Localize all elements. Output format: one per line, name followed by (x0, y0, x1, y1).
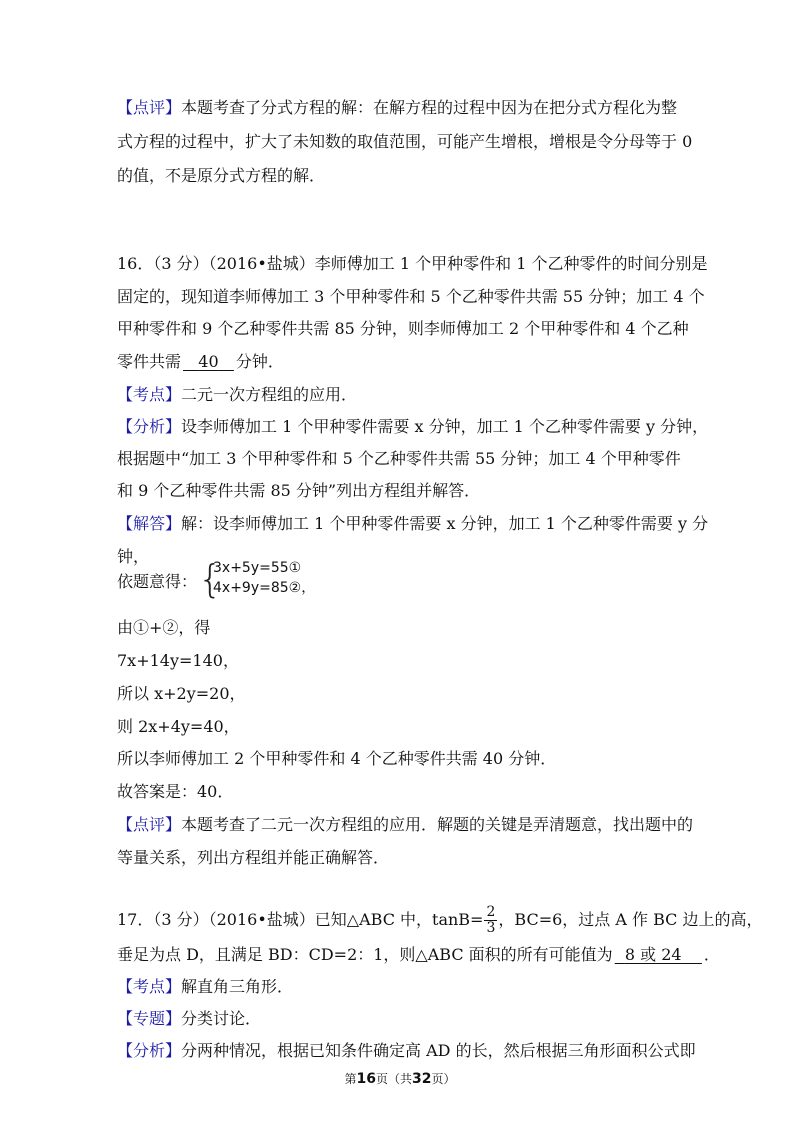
comment-text: 本题考查了分式方程的解：在解方程的过程中因为在把分式方程化为整 (181, 98, 678, 117)
q16-fenxi-2: 根据题中“加工 3 个甲种零件和 5 个乙种零件共需 55 分钟；加工 4 个甲种零件 (117, 449, 681, 468)
system-equations (213, 558, 315, 598)
total-pages: 32 (412, 1071, 432, 1087)
q16-answer (181, 352, 236, 371)
comment-line-3: 的值，不是原分式方程的解． (117, 166, 326, 185)
q17-line-1 (117, 905, 762, 936)
q16-jieda-1 (117, 513, 708, 535)
q16-jieda-2: 钟， (117, 547, 150, 566)
fenxi-tag: 【分析】 (117, 417, 182, 436)
q16-dianping-1 (117, 814, 693, 836)
jieda-text-1: 解：设李师傅加工 1 个甲种零件需要 x 分钟，加工 1 个乙种零件需要 y 分 (181, 514, 709, 533)
kaodian-tag-2: 【考点】 (117, 977, 182, 996)
system-label: 依题意得： (117, 572, 198, 591)
q17-answer-value: 8 或 24 (624, 945, 682, 964)
dianping-tag-2: 【点评】 (117, 815, 182, 834)
q16-line-4 (117, 351, 284, 373)
q17-line-2-pre: 垂足为点 D，且满足 BD：CD=2：1，则△ABC 面积的所有可能值为 (117, 945, 613, 964)
q17-zhuanti (117, 1008, 261, 1030)
kaodian-text: 二元一次方程组的应用． (181, 385, 358, 404)
q17-line-2-post: ． (703, 945, 720, 964)
q16-fenxi-3: 和 9 个乙种零件共需 85 分钟”列出方程组并解答． (117, 481, 481, 500)
dianping-tag: 【点评】 (117, 98, 182, 117)
left-brace: { (198, 557, 223, 601)
q16-dianping-2: 等量关系，列出方程组并能正确解答． (117, 848, 390, 867)
q17-kaodian (117, 976, 293, 998)
q16-line-2: 固定的，现知道李师傅加工 3 个甲种零件和 5 个乙种零件共需 55 分钟；加工 4 个 (117, 287, 705, 306)
q16-line-4-post: 分钟． (235, 352, 284, 371)
jieda-tag: 【解答】 (117, 514, 182, 533)
fenxi-text-1: 设李师傅加工 1 个甲种零件需要 x 分钟，加工 1 个乙种零件需要 y 分钟， (181, 417, 709, 436)
q16-line-3: 甲种零件和 9 个乙种零件共需 85 分钟，则李师傅加工 2 个甲种零件和 4 个乙种 (117, 319, 689, 338)
equation-2-text: 4x+9y=85② (213, 580, 302, 596)
page-number: 16 (356, 1071, 376, 1087)
footer-post: 页） (431, 1072, 456, 1086)
page-footer (0, 1070, 800, 1087)
q17-fenxi-1 (117, 1040, 696, 1062)
q17-line-1-pre: 17．（3 分）（2016•盐城）已知△ABC 中，tanB= (117, 910, 484, 929)
q16-step-5: 所以李师傅加工 2 个甲种零件和 4 个乙种零件共需 40 分钟． (117, 749, 557, 768)
equation-suffix: ， (301, 580, 316, 596)
equation-1: 3x+5y=55① (213, 560, 302, 576)
fraction-denominator: 3 (486, 920, 496, 936)
q17-line-2 (117, 944, 720, 966)
q16-fenxi-1 (117, 416, 708, 438)
fraction-numerator: 2 (486, 904, 496, 920)
comment-line-1 (117, 97, 677, 119)
equation-2 (213, 578, 315, 598)
q16-step-3: 所以 x+2y=20， (117, 684, 246, 703)
kaodian-text-2: 解直角三角形． (181, 977, 294, 996)
q17-line-1-post: ，BC=6，过点 A 作 BC 边上的高， (498, 910, 763, 929)
q16-line-1: 16．（3 分）（2016•盐城）李师傅加工 1 个甲种零件和 1 个乙种零件的时间分别是 (117, 254, 708, 273)
footer-pre: 第 (344, 1072, 357, 1086)
q16-step-2: 7x+14y=140， (117, 651, 239, 670)
q16-step-4: 则 2x+4y=40， (117, 717, 240, 736)
q16-line-4-pre: 零件共需 (117, 352, 182, 371)
q16-kaodian (117, 384, 357, 406)
footer-mid: 页（共 (375, 1072, 412, 1086)
q16-answer-value: 40 (198, 352, 219, 371)
fenxi-text-q17: 分两种情况，根据已知条件确定高 AD 的长，然后根据三角形面积公式即 (181, 1041, 696, 1060)
zhuanti-tag: 【专题】 (117, 1009, 182, 1028)
kaodian-tag: 【考点】 (117, 385, 182, 404)
q16-step-1: 由①+②，得 (117, 618, 211, 637)
fenxi-tag-2: 【分析】 (117, 1041, 182, 1060)
q16-step-6: 故答案是：40． (117, 782, 234, 801)
tanb-fraction (484, 905, 497, 936)
comment-line-2: 式方程的过程中，扩大了未知数的取值范围，可能产生增根，增根是令分母等于 0 (117, 132, 693, 151)
q17-answer (613, 945, 704, 964)
zhuanti-text: 分类讨论． (181, 1009, 262, 1028)
dianping-text-1: 本题考查了二元一次方程组的应用．解题的关键是弄清题意，找出题中的 (181, 815, 694, 834)
